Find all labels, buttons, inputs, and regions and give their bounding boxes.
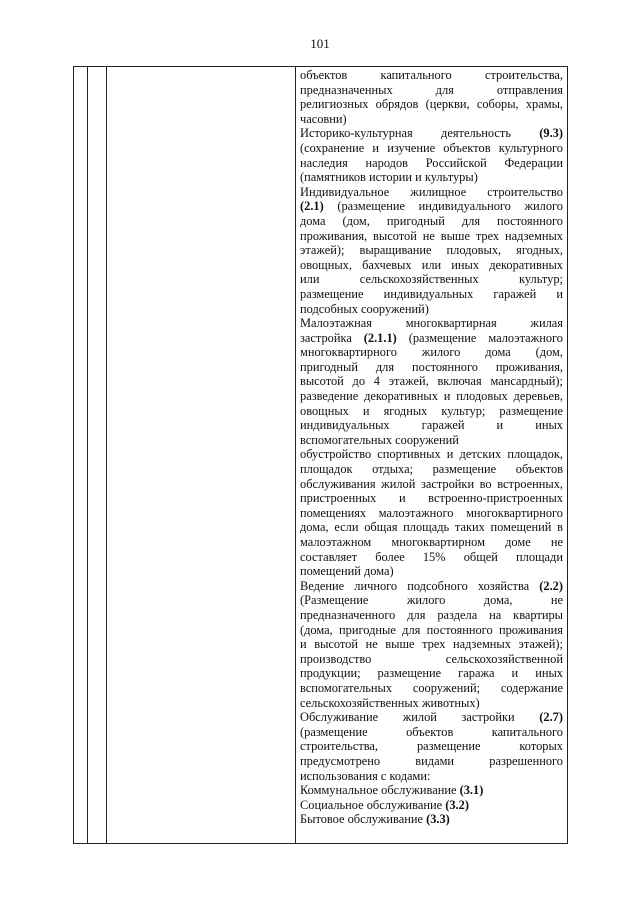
- line-text: (размещение объектов капитального: [300, 724, 563, 739]
- line-text: высотой до 4 этажей, включая мансардный);: [300, 374, 563, 389]
- line-text: предназначенного для раздела на квартиры: [300, 607, 563, 622]
- text-line: [300, 302, 563, 317]
- line-text: наследия народов Российской Федерации: [300, 155, 563, 170]
- line-text: составляет более 15% общей площади: [300, 549, 563, 564]
- text-line: [300, 506, 563, 521]
- line-text: подсобных сооружений): [300, 301, 429, 316]
- text-line: [300, 214, 563, 229]
- use-code: (9.3): [539, 126, 563, 141]
- text-line: [300, 593, 563, 608]
- text-line: [300, 141, 563, 156]
- line-text: пристроенных и встроенно-пристроенных: [300, 491, 563, 506]
- line-text: многоквартирного жилого дома (дом,: [300, 345, 563, 360]
- line-text: (размещение малоэтажного: [396, 330, 563, 345]
- text-line: [300, 710, 563, 725]
- line-text: использования с кодами:: [300, 768, 431, 783]
- text-line: [300, 374, 563, 389]
- line-text: этажей); выращивание плодовых, ягодных,: [300, 243, 563, 258]
- text-line: [300, 462, 563, 477]
- line-text: объектов капитального строительства,: [300, 68, 563, 82]
- use-code: (3.1): [459, 783, 484, 798]
- line-text: предусмотрено видами разрешенного: [300, 753, 563, 768]
- text-line: [300, 404, 563, 419]
- line-text: помещений дома): [300, 564, 394, 579]
- use-code: (2.1): [300, 199, 324, 214]
- line-text: Коммунальное обслуживание: [300, 783, 460, 798]
- text-line: [300, 156, 563, 171]
- text-line: [300, 199, 563, 214]
- line-text: проживания, высотой не выше трех надземных: [300, 228, 563, 243]
- line-text: размещение индивидуальных гаражей и: [300, 286, 563, 301]
- line-text: (сохранение и изучение объектов культурного: [300, 140, 563, 155]
- text-line: [300, 477, 563, 492]
- text-line: [300, 769, 563, 784]
- line-text: Обслуживание жилой застройки: [300, 710, 540, 725]
- line-text: малоэтажном многоквартирном доме не: [300, 535, 563, 549]
- text-line: [300, 725, 563, 740]
- line-text: пригодный для постоянного проживания,: [300, 359, 563, 374]
- text-line: [300, 579, 563, 594]
- line-text: Малоэтажная многоквартирная жилая: [300, 316, 563, 331]
- text-line: [300, 316, 563, 331]
- text-line: [300, 696, 563, 711]
- line-text: строительства, размещение которых: [300, 739, 563, 754]
- line-text: площадок отдыха; размещение объектов: [300, 462, 563, 477]
- text-line: [300, 783, 563, 798]
- line-text: застройка: [300, 330, 364, 345]
- line-text: Ведение личного подсобного хозяйства: [300, 578, 540, 593]
- use-description-block: [300, 185, 563, 316]
- text-line: [300, 433, 563, 448]
- column-divider: [106, 67, 107, 843]
- column-divider: [87, 67, 88, 843]
- text-line: [300, 754, 563, 769]
- line-text: сельскохозяйственных животных): [300, 695, 480, 710]
- text-line: [300, 68, 563, 83]
- line-text: дома (дом, пригодный для постоянного: [300, 213, 563, 228]
- line-text: обслуживания жилой застройки во встроенных,: [300, 476, 563, 491]
- table: [73, 66, 568, 844]
- line-text: разведение декоративных и плодовых деревьев,: [300, 389, 563, 404]
- line-text: обустройство спортивных и детских площадок,: [300, 447, 563, 462]
- line-text: (Размещение жилого дома, не: [300, 593, 563, 608]
- use-description-block: [300, 710, 563, 827]
- permitted-use-cell: [300, 68, 563, 827]
- line-text: дома, если общая площадь таких помещений в: [300, 520, 563, 535]
- text-line: [300, 520, 563, 535]
- line-text: Бытовое обслуживание: [300, 812, 427, 827]
- line-text: Историко-культурная деятельность: [300, 126, 540, 141]
- line-text: или сельскохозяйственных культур;: [300, 272, 563, 287]
- text-line: [300, 652, 563, 667]
- line-text: овощных, бахчевых или иных декоративных: [300, 257, 563, 272]
- line-text: вспомогательных сооружений; содержание: [300, 680, 563, 695]
- text-line: [300, 739, 563, 754]
- text-line: [300, 389, 563, 404]
- text-line: [300, 258, 563, 273]
- line-text: продукции; размещение гаража и иных: [300, 666, 563, 681]
- text-line: [300, 272, 563, 287]
- text-line: [300, 360, 563, 375]
- text-line: [300, 666, 563, 681]
- text-line: [300, 112, 563, 127]
- text-line: [300, 418, 563, 433]
- use-description-block: [300, 126, 563, 184]
- text-line: [300, 812, 563, 827]
- line-text: (дома, пригодные для постоянного проживания: [300, 622, 563, 637]
- line-text: производство сельскохозяйственной: [300, 651, 563, 666]
- use-description-block: [300, 316, 563, 579]
- text-line: [300, 535, 563, 550]
- text-line: [300, 170, 563, 185]
- text-line: [300, 447, 563, 462]
- text-line: [300, 229, 563, 244]
- text-line: [300, 83, 563, 98]
- line-text: индивидуальных гаражей и иных: [300, 418, 563, 433]
- text-line: [300, 564, 563, 579]
- line-text: религиозных обрядов (церкви, соборы, храмы,: [300, 97, 563, 112]
- text-line: [300, 243, 563, 258]
- use-description-block: [300, 579, 563, 710]
- line-text: и высотой не выше трех надземных этажей);: [300, 637, 563, 652]
- text-line: [300, 681, 563, 696]
- line-text: вспомогательных сооружений: [300, 432, 459, 447]
- use-code: (3.2): [445, 797, 469, 812]
- text-line: [300, 798, 563, 813]
- text-line: [300, 623, 563, 638]
- column-divider: [295, 67, 296, 843]
- text-line: [300, 491, 563, 506]
- text-line: [300, 185, 563, 200]
- line-text: часовни): [300, 111, 347, 126]
- use-code: (2.7): [539, 710, 563, 725]
- text-line: [300, 97, 563, 112]
- page-number: 101: [310, 36, 330, 51]
- text-line: [300, 550, 563, 565]
- line-text: овощных и ягодных культур; размещение: [300, 403, 563, 418]
- text-line: [300, 126, 563, 141]
- line-text: помещениях малоэтажного многоквартирного: [300, 505, 563, 520]
- use-code: (3.3): [426, 812, 450, 827]
- text-line: [300, 637, 563, 652]
- text-line: [300, 287, 563, 302]
- line-text: (размещение индивидуального жилого: [323, 199, 563, 214]
- line-text: Индивидуальное жилищное строительство: [300, 184, 563, 199]
- text-line: [300, 608, 563, 623]
- text-line: [300, 345, 563, 360]
- line-text: предназначенных для отправления: [300, 82, 563, 97]
- text-line: [300, 331, 563, 346]
- use-code: (2.2): [539, 578, 563, 593]
- use-description-block: [300, 68, 563, 126]
- use-code: (2.1.1): [363, 330, 397, 345]
- line-text: Социальное обслуживание: [300, 797, 446, 812]
- line-text: (памятников истории и культуры): [300, 170, 478, 185]
